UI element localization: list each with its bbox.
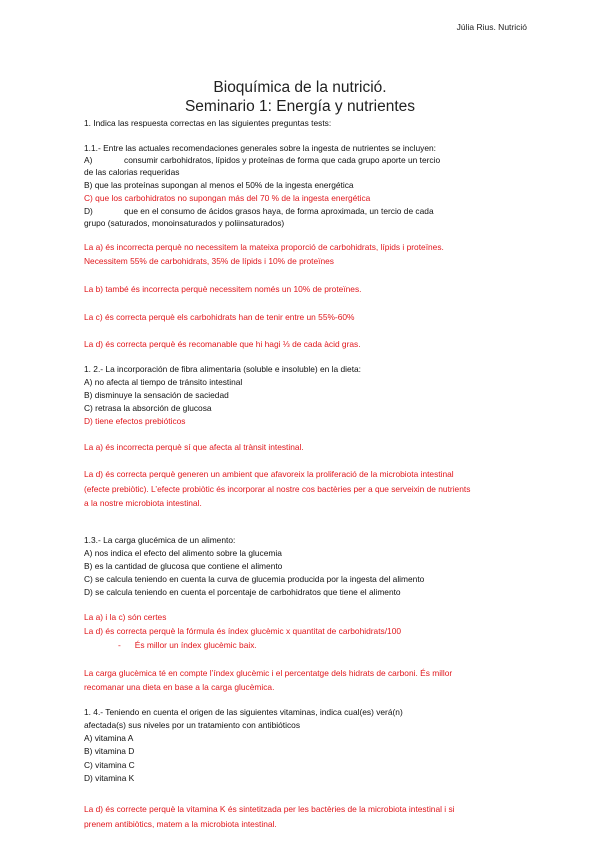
q2-option-b: B) disminuye la sensación de saciedad [84,390,229,400]
q2-answer-line: (efecte prebiòtic). L’efecte probiòtic és incorporar al nostre cos bactèries per a que serveixin de nutrients [84,484,471,494]
q4-option-b: B) vitamina D [84,746,135,756]
q3-option-c: C) se calcula teniendo en cuenta la curva de glucemia producida por la ingesta del alimento [84,574,425,584]
q3-answer-line: La a) i la c) són certes [84,612,167,622]
q2-option-d: D) tiene efectos prebióticos [84,416,186,426]
q3-option-d: D) se calcula teniendo en cuenta el porcentaje de carbohidratos que tiene el alimento [84,587,401,597]
q1-option-d-letter: D) [84,206,93,216]
q1-option-a [84,155,440,166]
q4-stem: 1. 4.- Teniendo en cuenta el origen de las siguientes vitaminas, indica cual(es) verá(n) [84,707,403,717]
q2-answer-line: La a) és incorrecta perquè sí que afecta al trànsit intestinal. [84,442,304,452]
q1-answer-line: La a) és incorrecta perquè no necessitem la mateixa proporció de carbohidrats, lípids i proteïnes. [84,242,444,252]
q4-option-d: D) vitamina K [84,773,135,783]
q3-answer-line: recomanar una dieta en base a la carga glucèmica. [84,682,275,692]
q2-option-a: A) no afecta al tiempo de tránsito intestinal [84,377,243,387]
bullet-dash: - [118,640,121,650]
q3-option-b: B) es la cantidad de glucosa que contiene el alimento [84,561,283,571]
q3-answer-line: La d) és correcta perquè la fórmula és índex glucèmic x quantitat de carbohidrats/100 [84,626,402,636]
q1-option-d [84,206,434,217]
q1-answer-line: Necessitem 55% de carbohidrats, 35% de lípids i 10% de proteïnes [84,256,334,266]
q1-stem: 1.1.- Entre las actuales recomendaciones generales sobre la ingesta de nutrientes se incluyen: [84,143,436,153]
q1-option-b: B) que las proteínas supongan al menos el 50% de la ingesta energética [84,180,354,190]
q1-option-d-text: que en el consumo de ácidos grasos haya, de forma aproximada, un tercio de cada [124,206,434,216]
q1-option-a-letter: A) [84,155,93,165]
q1-answer-line: La d) és correcta perquè és recomanable que hi hagi ⅓ de cada àcid gras. [84,339,361,349]
q2-answer-line: a la nostre microbiota intestinal. [84,498,202,508]
q3-answer-bullet-text: És millor un índex glucèmic baix. [134,640,257,650]
q1-option-d-cont: grupo (saturados, monoinsaturados y poliinsaturados) [84,218,285,228]
q4-answer-line: prenem antibiòtics, matem a la microbiota intestinal. [84,819,277,829]
intro-text: 1. Indica las respuesta correctas en las siguientes preguntas tests: [84,118,332,128]
q1-option-a-cont: de las calorias requeridas [84,167,180,177]
q1-answer-line: La b) també és incorrecta perquè necessitem només un 10% de proteïnes. [84,284,362,294]
q4-stem-cont: afectada(s) sus niveles por un tratamiento con antibióticos [84,720,301,730]
q1-option-a-text: consumir carbohidratos, lípidos y proteínas de forma que cada grupo aporte un tercio [124,155,441,165]
q1-answer-line: La c) és correcta perquè els carbohidrats han de tenir entre un 55%-60% [84,312,355,322]
q2-option-c: C) retrasa la absorción de glucosa [84,403,212,413]
q4-option-c: C) vitamina C [84,760,135,770]
document-subtitle: Seminario 1: Energía y nutrientes [184,98,416,115]
q1-option-c: C) que los carbohidratos no supongan más del 70 % de la ingesta energética [84,193,371,203]
q3-answer-bullet [118,639,257,653]
q4-answer-line: La d) és correcte perquè la vitamina K és sintetitzada per les bactèries de la microbiota intestinal i si [84,804,455,814]
q4-option-a: A) vitamina A [84,733,134,743]
q2-answer-line: La d) és correcta perquè generen un ambient que afavoreix la proliferació de la microbiota intestinal [84,469,454,479]
q3-stem: 1.3.- La carga glucémica de un alimento: [84,535,236,545]
q2-stem: 1. 2.- La incorporación de fibra alimentaria (soluble e insoluble) en la dieta: [84,364,362,374]
document-title: Bioquímica de la nutrició. [213,79,387,96]
q3-option-a: A) nos indica el efecto del alimento sobre la glucemia [84,548,282,558]
page-header: Júlia Rius. Nutrició [456,22,527,32]
q3-answer-line: La carga glucèmica té en compte l’índex glucèmic i el percentatge dels hidrats de carboni. És millor [84,668,453,678]
